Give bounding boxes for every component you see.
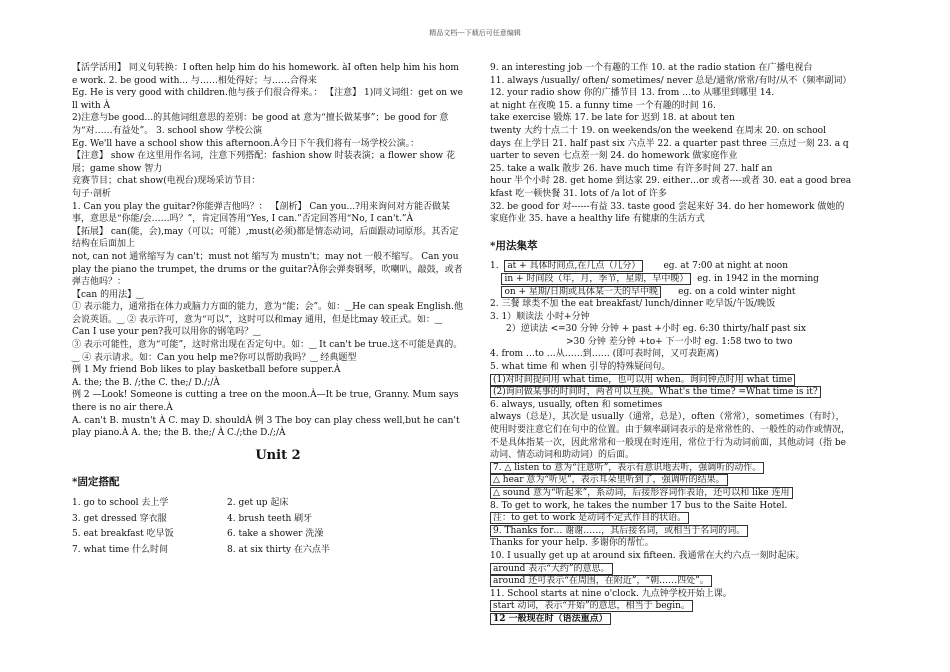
left-column bbox=[72, 62, 464, 559]
paragraph: 1. Can you play the guitar?你能弹吉他吗？： 【剖析】 Can you...?用来询问对方能否做某事，意思是“你能/会……吗？”，肯定回答用“Yes, I can.”否定回答用“No, I can't.”À bbox=[72, 201, 450, 225]
phrase-line: days 在上学日 21. half past six 六点半 22. a quarter past three 三点过一刻 23. a quarter to seven 七点差一刻 24. do homework 做家庭作业 bbox=[490, 138, 849, 162]
usage-7a-box: 7. △ listen to 意为“注意听”，表示有意识地去听，强调听的动作。 bbox=[490, 462, 764, 474]
usage-6: 6. always, usually, often 和 sometimes bbox=[490, 399, 663, 410]
paragraph: 2)注意与be good...的其他词组意思的差别：be good at 意为“擅长做某事”；be good for 意为“对……有益处”。 3. school show 学校公演 bbox=[72, 113, 449, 136]
phrases-title: *固定搭配 bbox=[72, 476, 120, 489]
usage-4: 4. from …to …从……到…… (即可表时间，又可表距离) bbox=[490, 349, 719, 360]
phrase-item: 6. take a shower 洗澡 bbox=[227, 529, 324, 540]
paragraph: Eg. He is very good with children.他与孩子们很合得来。： 【注意】 1)同义词组：get on well with À bbox=[72, 88, 463, 111]
paragraph: A. the; the B. /;the C. the;/ D./;/À bbox=[72, 377, 220, 388]
phrase-line: 12. your radio show 你的广播节目 13. from …to 从哪里到哪里 14. bbox=[490, 88, 775, 99]
usage-10b bbox=[490, 563, 852, 576]
usage-1b bbox=[490, 273, 852, 286]
phrase-row bbox=[72, 528, 464, 541]
usage-7a bbox=[490, 462, 852, 475]
paragraph: not, can not 通常缩写为 can't；must not 缩写为 mustn't；may not 一般不缩写。 Can you play the piano the trumpet, the drums or the guitar?À你会弹奏钢琴，吹喇叭，敲鼓，或者弹吉他吗？： bbox=[72, 251, 463, 288]
phrase-item: 1. go to school 去上学 bbox=[72, 498, 169, 508]
usage-8b-box: 注：to get to work 是动词不定式作目的状语。 bbox=[490, 512, 689, 524]
usage-5b bbox=[490, 386, 852, 399]
usage-7b bbox=[490, 474, 852, 487]
usage-12-box: 12 一般现在时（语法重点） bbox=[490, 613, 611, 625]
in-example: eg. in 1942 in the morning bbox=[697, 273, 819, 284]
phrase-line: hour 半个小时 28. get home 到达家 29. either…or 或者----或者 30. eat a good breakfast 吃一顿快餐 31. lots of /a lot of 许多 bbox=[490, 176, 852, 199]
phrase-line: 9. an interesting job 一个有趣的工作 10. at the radio station 在广播电视台 bbox=[490, 63, 813, 73]
usage-title: *用法集萃 bbox=[490, 239, 538, 252]
usage-9-box: 9. Thanks for… 谢谢……，其后接名词，或相当于名词的词。 bbox=[490, 525, 748, 537]
usage-2: 2. 三餐 球类不加 the eat breakfast/ lunch/dinner 吃早饭/午饭/晚饭 bbox=[490, 299, 776, 310]
phrase-item: 7. what time 什么时间 bbox=[72, 544, 169, 555]
usage-5b-box: (2)询问做某事的时间时，两者可以互换。What's the time? =What time is it? bbox=[490, 386, 821, 398]
usage-6b: always（总是），其次是 usually（通常，总是），often（常常），sometimes（有时），使用时要注意它们在句中的位置。由于频率副词表示的是常常性的、一般性的动作或情况，不是具体指某一次，因此常常和一般现在时连用，常位于行为动词前面，其他动词（指 be 动词、情态动词和助动词）的后面。 bbox=[490, 412, 851, 461]
unit-title: Unit 2 bbox=[255, 447, 301, 463]
paragraph: 例 2 —Look! Someone is cutting a tree on the moon.À—It be true, Granny. Mum says there is no air there.À bbox=[72, 390, 459, 414]
usage-10c-box: around 还可表示“在周围，在附近”，“朝……四处”。 bbox=[490, 575, 712, 587]
usage-7c-box: △ sound 意为“听起来”，系动词，后接形容词作表语，还可以和 like 连用 bbox=[490, 487, 793, 499]
right-column bbox=[490, 62, 852, 626]
at-rule-box: at + 具体时间点,在几点（几分） bbox=[504, 260, 643, 272]
usage-7b-box: △ hear 意为“听见”，表示耳朵里听到了，强调听的结果。 bbox=[490, 474, 728, 486]
paragraph: Eg. We'll have a school show this afternoon.À今日下午我们将有一场学校公演。： bbox=[72, 138, 420, 149]
usage-10b-box: around 表示“大约”的意思。 bbox=[490, 563, 613, 575]
at-example: eg. at 7:00 at night at noon bbox=[663, 261, 789, 272]
usage-8b bbox=[490, 512, 852, 525]
phrase-item: 3. get dressed 穿衣服 bbox=[72, 513, 167, 524]
usage-9b: Thanks for your help. 多谢你的帮忙。 bbox=[490, 538, 654, 549]
on-example: eg. on a cold winter night bbox=[678, 286, 796, 297]
usage-3: 3. 1）顺读法 小时+分钟 bbox=[490, 311, 590, 322]
phrase-row bbox=[72, 497, 464, 510]
usage-12 bbox=[490, 613, 852, 626]
usage-10: 10. I usually get up at around six fifteen. 我通常在大约六点一刻时起床。 bbox=[490, 550, 805, 561]
paragraph: 【拓展】 can(能，会),may（可以；可能）,must(必须)都是情态动词，后面跟动词原形。其否定结构在后面加上 bbox=[72, 226, 459, 250]
paragraph: ③ 表示可能性，意为“可能”，这时常出现在否定句中。如：‿ It can't be true.这不可能是真的。‿ ④ 表示请求。如：Can you help me?你可以帮助我吗？‿ 经典题型 bbox=[72, 340, 463, 363]
usage-8: 8. To get to work, he takes the number 17 bus to the Saite Hotel. bbox=[490, 500, 788, 511]
phrase-item: 8. at six thirty 在六点半 bbox=[227, 544, 330, 555]
paragraph: 句子·剖析 bbox=[72, 188, 111, 199]
usage-5: 5. what time 和 when 引导的特殊疑问句。 bbox=[490, 362, 671, 373]
phrase-continued bbox=[490, 62, 852, 226]
usage-9 bbox=[490, 525, 852, 538]
usage-5a bbox=[490, 374, 852, 387]
phrase-line: take exercise 锻炼 17. be late for 迟到 18. at about ten bbox=[490, 113, 735, 124]
paragraph: 【can 的用法】‿ bbox=[72, 289, 144, 300]
phrase-line: at night 在夜晚 15. a funny time 一个有趣的时间 16. bbox=[490, 100, 716, 111]
usage-5a-box: (1)对时间提问用 what time，也可以用 when。询问钟点时用 what time bbox=[490, 374, 795, 386]
paragraph: ① 表示能力，通常指在体力或脑力方面的能力，意为“能；会”。如：‿He can speak English.他会说英语。‿ ② 表示许可，意为“可以”，这时可以和may 通用，但是比may 较正式。如：‿ bbox=[72, 302, 463, 325]
usage-11: 11. School starts at nine o'clock. 九点钟学校开始上课。 bbox=[490, 588, 732, 599]
phrase-row bbox=[72, 544, 464, 557]
phrase-line: 11. always /usually/ often/ sometimes/ never 总是/通常/常常/有时/从不（频率副词） bbox=[490, 75, 852, 86]
usage-3b: 2）逆读法 <=30 分钟 分钟 + past +小时 eg. 6:30 thirty/half past six bbox=[506, 324, 806, 335]
phrase-item: 5. eat breakfast 吃早饭 bbox=[72, 529, 174, 540]
phrase-line: 25. take a walk 散步 26. have much time 有许多时间 27. half an bbox=[490, 163, 773, 174]
paragraph: A. can't B. mustn't À C. may D. shouldÀ 例 3 The boy can play chess well,but he can't play piano.À A. the; the B. the;/ À C./;the D./;/À bbox=[72, 415, 460, 439]
usage-10c bbox=[490, 575, 852, 588]
usage-7c bbox=[490, 487, 852, 500]
usage-11b-box: start 动词，表示“开始”的意思，相当于 begin。 bbox=[490, 600, 693, 612]
paragraph: Can I use your pen?我可以用你的钢笔吗？‿ bbox=[72, 327, 261, 338]
paragraph: 【活学活用】 同义句转换：I often help him do his homework. àI often help him his home work. 2. be good with... 与……相处得好；与……合得来 bbox=[72, 63, 459, 86]
usage-1c bbox=[490, 286, 852, 299]
phrase-line: twenty 大约十点二十 19. on weekends/on the weekend 在周末 20. on school bbox=[490, 125, 826, 136]
page-header: 精品文档---下载后可任意编辑 bbox=[429, 29, 521, 37]
phrase-list bbox=[72, 497, 464, 556]
on-rule-box: on + 星期/日期或具体某一天的早中晚 bbox=[501, 286, 661, 298]
phrase-item: 4. brush teeth 刷牙 bbox=[227, 513, 313, 524]
phrase-row bbox=[72, 513, 464, 526]
in-rule-box: in + 时间段（年，月，季节，星期，早中晚） bbox=[501, 273, 691, 285]
paragraph: 【注意】 show 在这里用作名词，注意下列搭配：fashion show 时装表演；a flower show 花展；game show 智力 bbox=[72, 151, 455, 174]
paragraph: 竞赛节目；chat show(电视台)现场采访节目： bbox=[72, 176, 261, 187]
phrase-line: 32. be good for 对------有益 33. taste good 尝起来好 34. do her homework 做她的家庭作业 35. have a healthy life 有健康的生活方式 bbox=[490, 201, 845, 225]
phrase-item: 2. get up 起床 bbox=[227, 498, 289, 508]
usage-11b bbox=[490, 600, 852, 613]
paragraph: 例 1 My friend Bob likes to play basketball before supper.À bbox=[72, 365, 341, 376]
usage-3c: >30 分钟 差分钟 +to+ 下一小时 eg. 1:58 two to two bbox=[566, 336, 793, 347]
left-paragraphs bbox=[72, 62, 464, 440]
usage-1a: 1. at + 具体时间点,在几点（几分） eg. at 7:00 at night at noon bbox=[490, 261, 789, 272]
